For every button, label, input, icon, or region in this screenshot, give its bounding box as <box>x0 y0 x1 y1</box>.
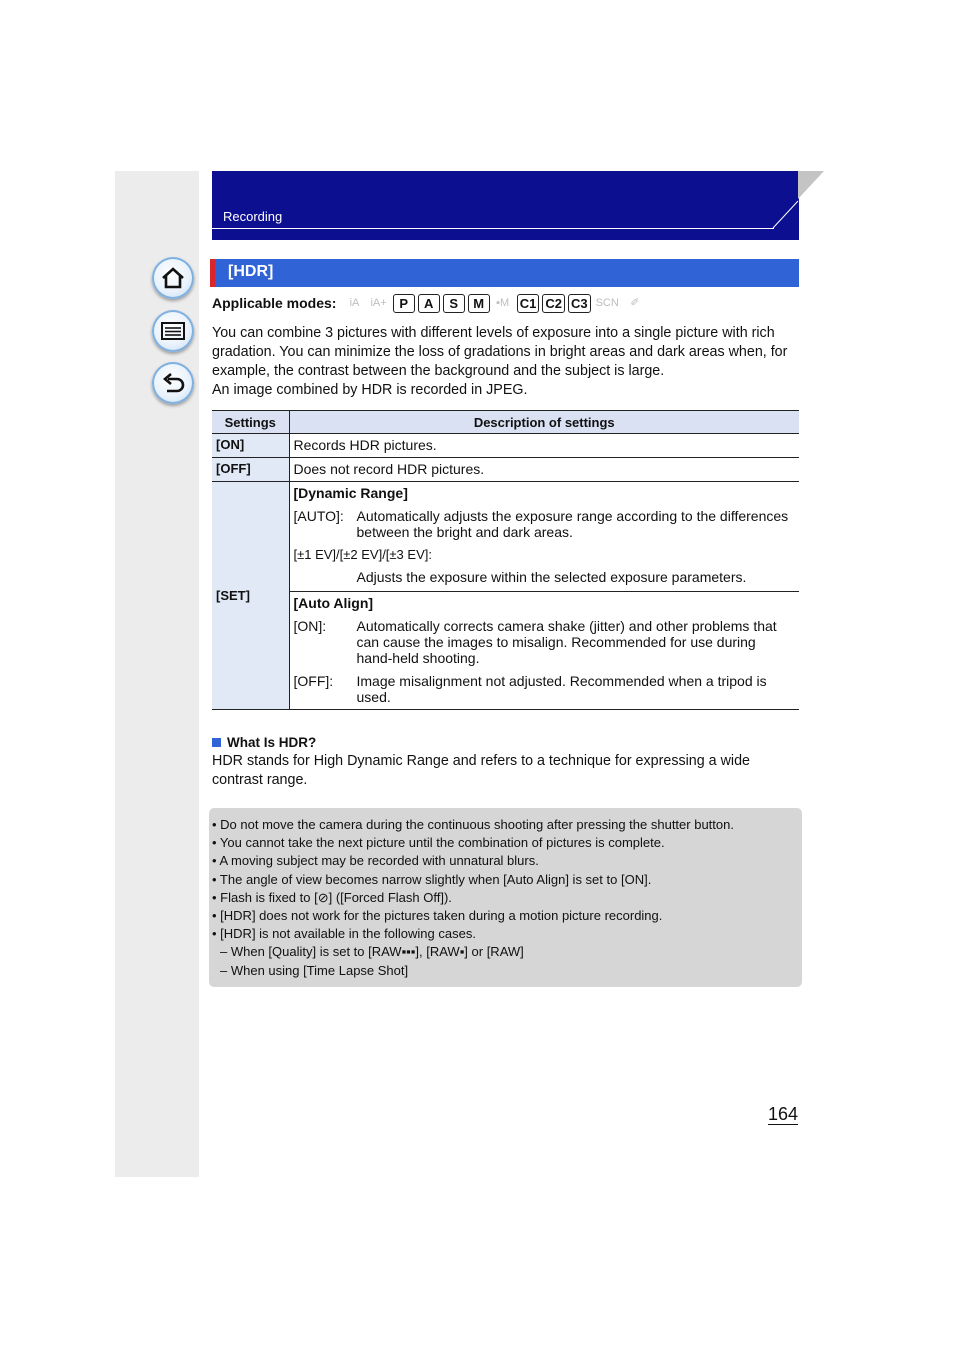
chapter-header <box>212 171 799 240</box>
intro-text <box>212 324 802 400</box>
note-item: • The angle of view becomes narrow slightly when [Auto Align] is set to [ON]. <box>212 871 652 887</box>
ev-key: [±1 EV]/[±2 EV]/[±3 EV]: <box>293 547 432 562</box>
contents-button[interactable] <box>152 310 194 352</box>
description-column-header: Description of settings <box>289 411 799 434</box>
return-arrow-icon <box>160 371 186 395</box>
page-number: 164 <box>768 1104 799 1124</box>
dynamic-range-auto <box>294 508 796 540</box>
chapter-label: Recording <box>223 209 283 224</box>
auto-key: [AUTO]: <box>293 508 344 524</box>
mode-a: A <box>418 294 440 313</box>
note-item: • [HDR] is not available in the following cases. <box>212 926 476 942</box>
auto-value: Automatically adjusts the exposure range according to the differences between the bright and dark areas. <box>356 508 789 540</box>
mode-m: M <box>468 294 490 313</box>
what-is-hdr-body: HDR stands for High Dynamic Range and refers to a technique for expressing a wide contrast range. <box>212 753 750 788</box>
table-row <box>212 458 799 482</box>
applicable-modes <box>212 292 649 314</box>
on-key: [ON]: <box>293 618 327 634</box>
auto-align-on <box>294 618 796 666</box>
intro-jpeg-note: An image combined by HDR is recorded in JPEG. <box>212 382 528 398</box>
auto-align-title: [Auto Align] <box>293 595 374 611</box>
what-is-hdr-title: What Is HDR? <box>227 735 317 750</box>
home-button[interactable] <box>152 257 194 299</box>
note-item: • Do not move the camera during the continuous shooting after pressing the shutter button. <box>212 817 734 832</box>
table-row <box>212 592 799 710</box>
setting-off: [OFF] <box>212 458 289 482</box>
scene-guide-mode-icon: SCN <box>595 296 619 309</box>
dynamic-range-cell <box>289 482 799 592</box>
menu-list-icon <box>160 320 186 342</box>
off-value: Image misalignment not adjusted. Recommended when a tripod is used. <box>356 673 767 705</box>
header-corner-decoration <box>798 171 824 199</box>
setting-set: [SET] <box>212 482 289 710</box>
note-subitem: – When [Quality] is set to [RAW▪▪▪], [RAW▪] or [RAW] <box>220 944 524 960</box>
mode-p: P <box>393 294 415 313</box>
notes-box <box>209 808 802 987</box>
ev-value: Adjusts the exposure within the selected exposure parameters. <box>356 569 747 585</box>
note-item: • You cannot take the next picture until the combination of pictures is complete. <box>212 835 665 851</box>
section-title-bar <box>210 259 799 287</box>
blue-square-bullet-icon <box>212 738 221 747</box>
intro-paragraph: You can combine 3 pictures with different levels of exposure into a single picture with rich gradation. You can minimize the loss of gradations in bright areas and dark areas when, for example, the contrast between the background and the subject is large. <box>212 325 788 379</box>
creative-control-mode-icon: ✐ <box>630 296 640 309</box>
header-diagonal-line <box>772 200 799 229</box>
section-title: [HDR] <box>228 263 274 280</box>
mode-c3: C3 <box>568 294 591 313</box>
settings-table <box>212 410 799 710</box>
settings-column-header: Settings <box>212 411 289 434</box>
auto-align-off <box>294 673 796 705</box>
what-is-hdr-heading <box>212 735 316 750</box>
intelligent-auto-plus-mode-icon: iA+ <box>370 296 387 309</box>
note-item: • Flash is fixed to [⊘] ([Forced Flash Off]). <box>212 889 452 905</box>
auto-align-cell <box>289 592 799 710</box>
mode-c1: C1 <box>517 294 540 313</box>
note-item: • A moving subject may be recorded with unnatural blurs. <box>212 853 539 869</box>
setting-off-description: Does not record HDR pictures. <box>289 458 799 482</box>
table-row <box>212 434 799 458</box>
setting-on: [ON] <box>212 434 289 458</box>
intelligent-auto-mode-icon: iA <box>349 296 360 309</box>
on-value: Automatically corrects camera shake (jitter) and other problems that can cause the images to misalign. Recommended for use during hand-held shooting. <box>356 618 777 666</box>
note-item: • [HDR] does not work for the pictures taken during a motion picture recording. <box>212 907 663 923</box>
dynamic-range-title: [Dynamic Range] <box>293 485 408 501</box>
home-icon <box>160 266 186 290</box>
creative-video-mode-icon: ▪M <box>496 296 510 309</box>
mode-c2: C2 <box>542 294 565 313</box>
notes-list <box>212 816 792 980</box>
table-row <box>212 482 799 592</box>
setting-on-description: Records HDR pictures. <box>289 434 799 458</box>
applicable-modes-label: Applicable modes: <box>212 295 337 311</box>
mode-s: S <box>443 294 465 313</box>
header-underline <box>212 228 774 229</box>
off-key: [OFF]: <box>293 673 334 689</box>
back-button[interactable] <box>152 362 194 404</box>
note-subitem: – When using [Time Lapse Shot] <box>220 962 409 978</box>
